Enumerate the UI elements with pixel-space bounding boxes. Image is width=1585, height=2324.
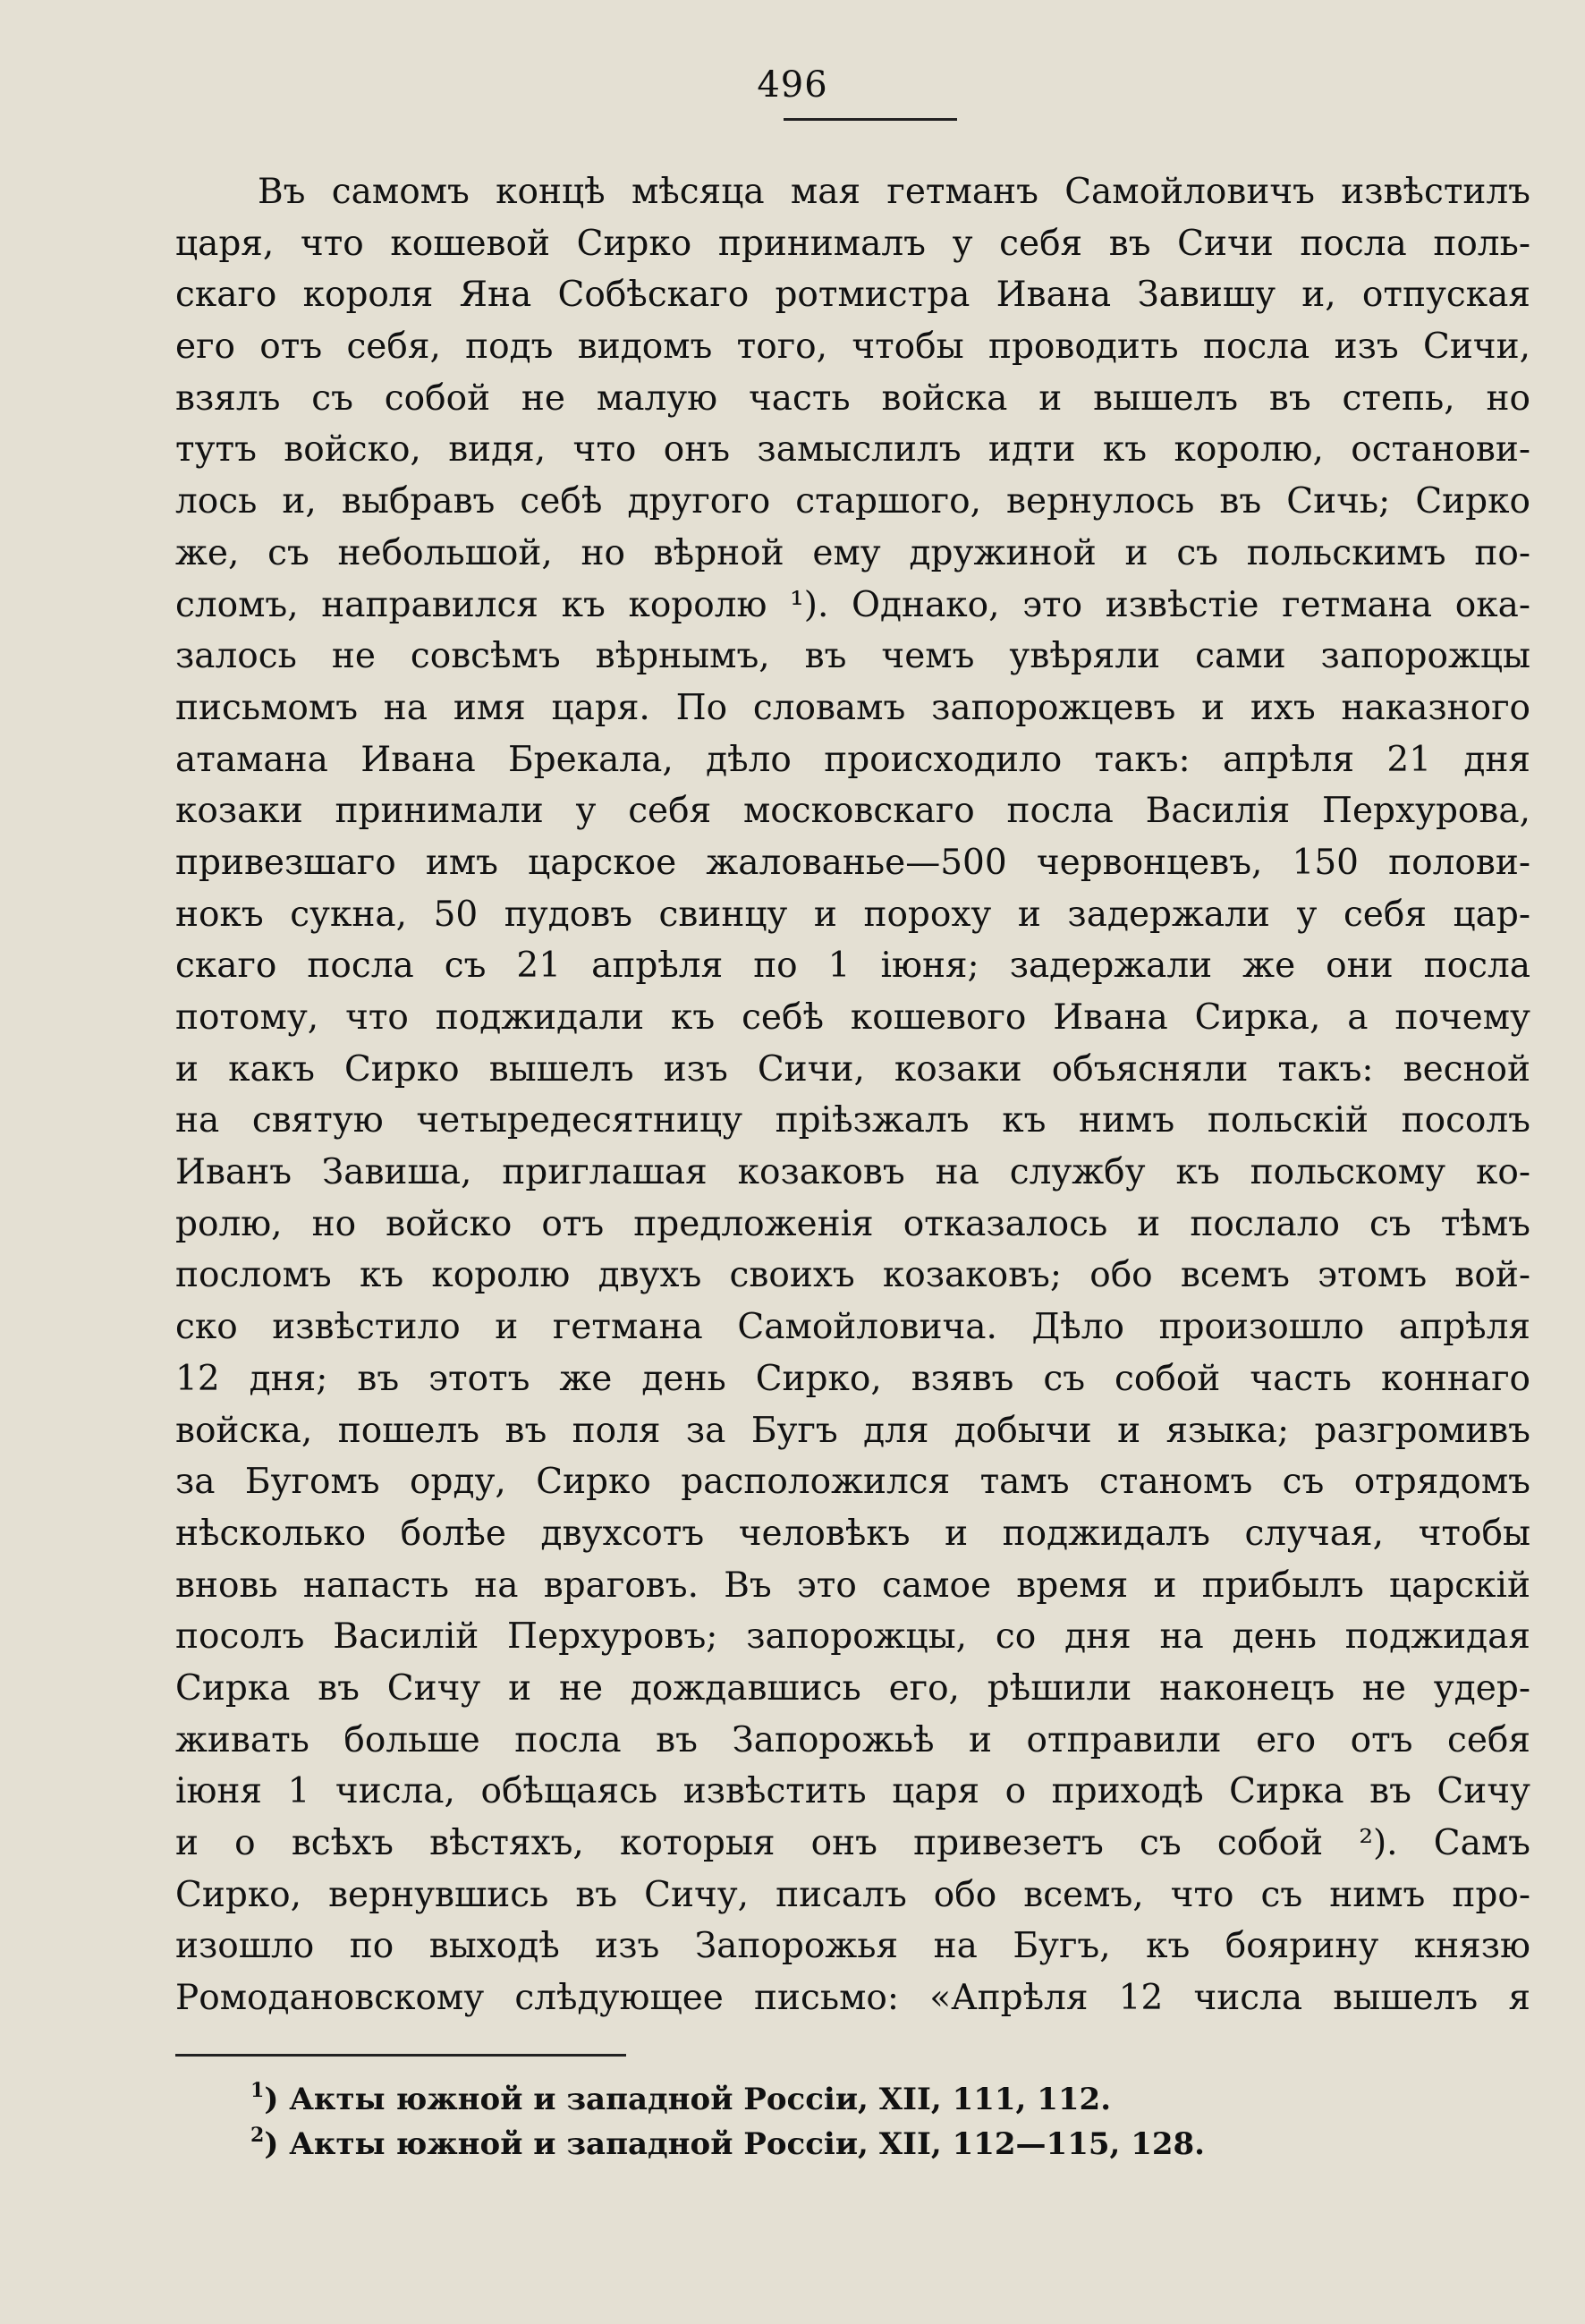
footnote-text: ) Акты южной и западной Россіи, XII, 112—115, 128. bbox=[264, 2126, 1206, 2162]
text-line: Иванъ Завиша, приглашая козаковъ на службу къ польскому ко- bbox=[175, 1152, 1530, 1193]
text-line: скаго короля Яна Собѣскаго ротмистра Ивана Завишу и, отпуская bbox=[175, 275, 1530, 316]
text-line: изошло по выходѣ изъ Запорожья на Бугъ, къ боярину князю bbox=[175, 1926, 1530, 1967]
text-line: войска, пошелъ въ поля за Бугъ для добычи и языка; разгромивъ bbox=[175, 1410, 1530, 1451]
footnote-text: ) Акты южной и западной Россіи, XII, 111, 112. bbox=[264, 2082, 1112, 2117]
text-line: Въ самомъ концѣ мѣсяца мая гетманъ Самойловичъ извѣстилъ bbox=[258, 172, 1530, 212]
text-line: взялъ съ собой не малую часть войска и вышелъ въ степь, но bbox=[175, 377, 1530, 419]
page-number-rule bbox=[784, 118, 957, 121]
text-line: царя, что кошевой Сирко принималъ у себя въ Сичи посла поль- bbox=[175, 223, 1530, 264]
text-line: 12 дня; въ этотъ же день Сирко, взявъ съ собой часть коннаго bbox=[175, 1358, 1530, 1399]
text-line: живать больше посла въ Запорожьѣ и отправили его отъ себя bbox=[175, 1719, 1530, 1760]
text-line: скаго посла съ 21 апрѣля по 1 іюня; задержали же они посла bbox=[175, 946, 1530, 987]
text-line: же, съ небольшой, но вѣрной ему дружиной и съ польскимъ по- bbox=[175, 532, 1530, 573]
text-line: за Бугомъ орду, Сирко расположился тамъ станомъ съ отрядомъ bbox=[175, 1462, 1530, 1503]
footnote-separator bbox=[175, 2054, 626, 2057]
text-line: атамана Ивана Брекала, дѣло происходило такъ: апрѣля 21 дня bbox=[175, 739, 1530, 780]
text-line: письмомъ на имя царя. По словамъ запорожцевъ и ихъ наказного bbox=[175, 687, 1530, 728]
text-line: сломъ, направился къ королю ¹). Однако, это извѣстіе гетмана ока- bbox=[175, 584, 1530, 625]
text-line: тутъ войско, видя, что онъ замыслилъ идти къ королю, останови- bbox=[175, 429, 1530, 471]
text-line: ролю, но войско отъ предложенія отказалось и послало съ тѣмъ bbox=[175, 1203, 1530, 1244]
text-line: залось не совсѣмъ вѣрнымъ, въ чемъ увѣряли сами запорожцы bbox=[175, 636, 1530, 677]
text-line: посолъ Василій Перхуровъ; запорожцы, со дня на день поджидая bbox=[175, 1616, 1530, 1658]
text-line: Сирка въ Сичу и не дождавшись его, рѣшили наконецъ не удер- bbox=[175, 1667, 1530, 1709]
footnote-mark: 2 bbox=[250, 2124, 265, 2147]
main-text bbox=[175, 166, 1530, 2024]
text-line: ско извѣстило и гетмана Самойловича. Дѣло произошло апрѣля bbox=[175, 1307, 1530, 1348]
text-line: іюня 1 числа, обѣщаясь извѣстить царя о приходѣ Сирка въ Сичу bbox=[175, 1771, 1530, 1812]
text-line: и о всѣхъ вѣстяхъ, которыя онъ привезетъ съ собой ²). Самъ bbox=[175, 1823, 1530, 1863]
text-line: нокъ сукна, 50 пудовъ свинцу и пороху и задержали у себя цар- bbox=[175, 894, 1530, 935]
text-line: Ромодановскому слѣдующее письмо: «Апрѣля 12 числа вышелъ я bbox=[175, 1978, 1530, 2019]
text-line: Сирко, вернувшись въ Сичу, писалъ обо всемъ, что съ нимъ про- bbox=[175, 1874, 1530, 1915]
text-line: и какъ Сирко вышелъ изъ Сичи, козаки объясняли такъ: весной bbox=[175, 1048, 1530, 1090]
page-number: 496 bbox=[757, 64, 828, 106]
footnote-mark: 1 bbox=[250, 2079, 265, 2102]
footnotes bbox=[250, 2077, 1205, 2167]
text-line: на святую четыредесятницу пріѣзжалъ къ нимъ польскій посолъ bbox=[175, 1100, 1530, 1141]
text-line: привезшаго имъ царское жалованье—500 червонцевъ, 150 полови- bbox=[175, 842, 1530, 883]
text-line: вновь напасть на враговъ. Въ это самое время и прибылъ царскій bbox=[175, 1565, 1530, 1606]
footnote bbox=[250, 2077, 1205, 2122]
text-line: лось и, выбравъ себѣ другого старшого, вернулось въ Сичь; Сирко bbox=[175, 481, 1530, 522]
text-line: посломъ къ королю двухъ своихъ козаковъ; обо всемъ этомъ вой- bbox=[175, 1255, 1530, 1296]
text-line: его отъ себя, подъ видомъ того, чтобы проводить посла изъ Сичи, bbox=[175, 327, 1530, 368]
text-line: нѣсколько болѣе двухсотъ человѣкъ и поджидалъ случая, чтобы bbox=[175, 1513, 1530, 1554]
text-line: потому, что поджидали къ себѣ кошевого Ивана Сирка, а почему bbox=[175, 997, 1530, 1038]
text-line: козаки принимали у себя московскаго посла Василія Перхурова, bbox=[175, 791, 1530, 832]
footnote bbox=[250, 2122, 1205, 2167]
